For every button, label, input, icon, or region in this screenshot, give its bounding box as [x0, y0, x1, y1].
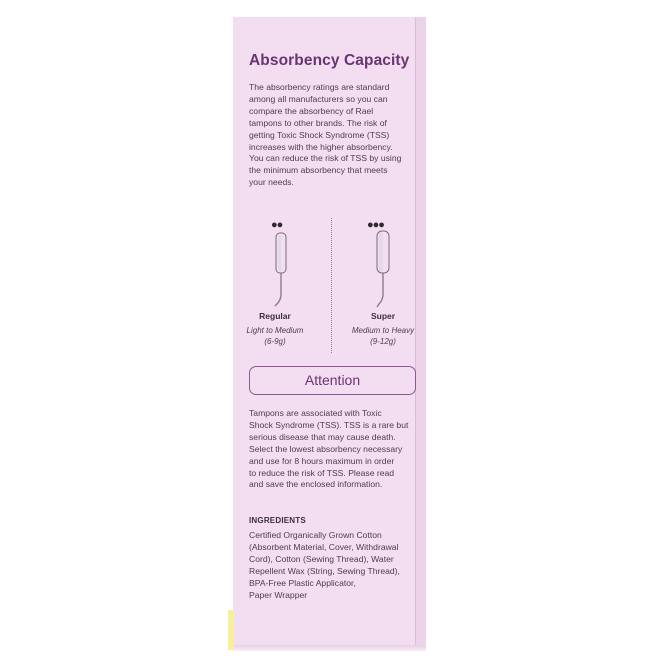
warning-line: Tampons are associated with Toxic [249, 408, 382, 418]
ingredients-line: BPA-Free Plastic Applicator, [249, 577, 356, 588]
super-range: Medium to Heavy [351, 326, 415, 335]
package-yellow-edge [228, 610, 234, 650]
intro-line: compare the absorbency of Rael [249, 105, 374, 116]
attention-heading: Attention [304, 372, 361, 388]
ingredients-line: Certified Organically Grown Cotton [249, 530, 382, 540]
ingredients-line: Cord), Cotton (Sewing Thread), Water [249, 553, 394, 564]
intro-line: getting Toxic Shock Syndrome (TSS) [249, 129, 390, 140]
regular-drops-icon: ●● [271, 219, 283, 231]
ingredients-heading: INGREDIENTS [249, 516, 306, 525]
package-bottom-edge [233, 645, 426, 651]
super-tampon-icon [372, 230, 396, 310]
regular-weight: (6-9g) [264, 337, 286, 346]
regular-description [234, 325, 316, 347]
warning-line: serious disease that may cause death. [249, 431, 396, 442]
regular-range: Light to Medium [246, 326, 304, 335]
warning-line: to reduce the risk of TSS. Please read [249, 467, 395, 478]
warning-line: Select the lowest absorbency necessary [249, 443, 403, 454]
ingredients-text [249, 530, 400, 601]
super-drops-icon: ●●● [367, 219, 384, 231]
product-divider [331, 218, 332, 353]
warning-line: and save the enclosed information. [249, 479, 383, 490]
intro-line: You can reduce the risk of TSS by using [249, 153, 402, 164]
regular-tampon-icon [271, 232, 293, 308]
super-weight: (9-12g) [370, 337, 396, 346]
intro-line: the minimum absorbency that meets [249, 165, 388, 176]
absorbency-heading: Absorbency Capacity [249, 52, 410, 69]
intro-line: tampons to other brands. The risk of [249, 117, 387, 128]
tss-warning-text [249, 408, 408, 491]
ingredients-line: Paper Wrapper [249, 589, 308, 600]
intro-line: among all manufacturers so you can [249, 93, 388, 104]
absorbency-intro-text [249, 82, 401, 189]
intro-line: your needs. [249, 177, 294, 188]
warning-line: and use for 8 hours maximum in order [249, 455, 395, 466]
intro-line: increases with the higher absorbency. [249, 141, 393, 152]
regular-label: Regular [259, 311, 291, 321]
warning-line: Shock Syndrome (TSS). TSS is a rare but [249, 419, 409, 430]
intro-line: The absorbency ratings are standard [249, 82, 390, 92]
ingredients-line: (Absorbent Material, Cover, Withdrawal [249, 541, 399, 552]
super-description [340, 325, 426, 347]
ingredients-line: Repellent Wax (String, Sewing Thread), [249, 565, 400, 576]
super-label: Super [370, 311, 396, 321]
